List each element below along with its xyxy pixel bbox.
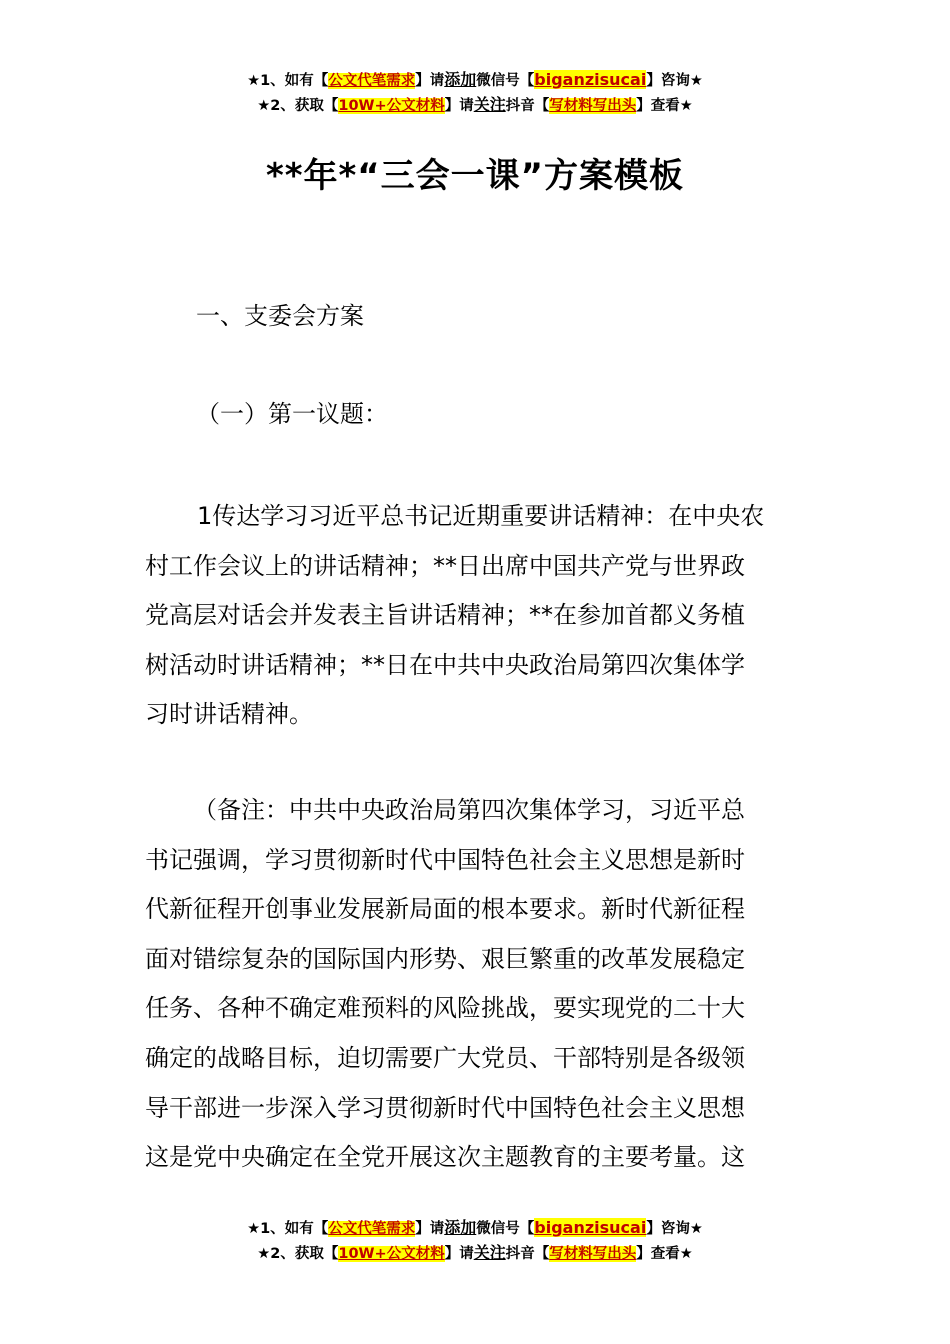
banner-text: 】查看★ bbox=[636, 98, 693, 114]
paragraph-line: 树活动时讲话精神；**日在中共中央政治局第四次集体学 bbox=[145, 650, 745, 679]
paragraph-note bbox=[145, 786, 807, 1183]
subsection-heading: （一）第一议题： bbox=[196, 400, 388, 428]
paragraph-line: 任务、各种不确定难预料的风险挑战，要实现党的二十大 bbox=[145, 994, 745, 1023]
paragraph-line: 1传达学习习近平总书记近期重要讲话精神：在中央农 bbox=[197, 502, 765, 530]
banner-text: 】请 bbox=[444, 1246, 474, 1262]
section-heading: 一、支委会方案 bbox=[196, 302, 364, 330]
paragraph-line: 书记强调，学习贯彻新时代中国特色社会主义思想是新时 bbox=[145, 845, 745, 874]
paragraph-line: 确定的战略目标，迫切需要广大党员、干部特别是各级领 bbox=[145, 1043, 745, 1072]
banner-highlight: 10W+公文材料 bbox=[338, 98, 445, 114]
banner-text: 】请 bbox=[415, 1221, 445, 1237]
banner-text: 】咨询★ bbox=[646, 73, 703, 89]
paragraph-line: 导干部进一步深入学习贯彻新时代中国特色社会主义思想 bbox=[145, 1093, 745, 1122]
banner-text: 】查看★ bbox=[636, 1246, 693, 1262]
banner-douyin-id: 写材料写出头 bbox=[549, 1246, 637, 1262]
paragraph-line: 党高层对话会并发表主旨讲话精神；**在参加首都义务植 bbox=[145, 601, 745, 630]
banner-highlight: 公文代笔需求 bbox=[328, 73, 416, 89]
banner-text: ★2、获取【 bbox=[257, 98, 339, 114]
banner-text: 抖音【 bbox=[505, 98, 550, 114]
banner-highlight: 10W+公文材料 bbox=[338, 1246, 445, 1262]
banner-highlight: 公文代笔需求 bbox=[328, 1221, 416, 1237]
banner-underline: 关注 bbox=[473, 1243, 506, 1262]
banner-text: 微信号【 bbox=[476, 73, 535, 89]
document-title: **年*“三会一课”方案模板 bbox=[265, 156, 685, 196]
banner-text: 抖音【 bbox=[505, 1246, 550, 1262]
banner-line-1 bbox=[0, 68, 950, 93]
paragraph-line: 村工作会议上的讲话精神；**日出席中国共产党与世界政 bbox=[145, 551, 745, 580]
banner-text: ★1、如有【 bbox=[247, 1221, 329, 1237]
banner-text: 】请 bbox=[444, 98, 474, 114]
banner-wechat-id: biganzisucai bbox=[534, 1218, 647, 1237]
header-banner bbox=[0, 68, 950, 118]
banner-douyin-id: 写材料写出头 bbox=[549, 98, 637, 114]
banner-line-2 bbox=[0, 1241, 950, 1266]
banner-line-1 bbox=[0, 1216, 950, 1241]
banner-line-2 bbox=[0, 93, 950, 118]
footer-banner bbox=[0, 1216, 950, 1266]
banner-text: 微信号【 bbox=[476, 1221, 535, 1237]
paragraph-line: 面对错综复杂的国际国内形势、艰巨繁重的改革发展稳定 bbox=[145, 944, 745, 973]
banner-underline: 添加 bbox=[444, 1218, 477, 1237]
paragraph-topic-1 bbox=[145, 492, 807, 740]
paragraph-line: 代新征程开创事业发展新局面的根本要求。新时代新征程 bbox=[145, 895, 745, 924]
banner-text: ★2、获取【 bbox=[257, 1246, 339, 1262]
paragraph-line: （备注：中共中央政治局第四次集体学习，习近平总 bbox=[193, 796, 745, 824]
paragraph-line: 这是党中央确定在全党开展这次主题教育的主要考量。这 bbox=[145, 1143, 745, 1172]
banner-text: ★1、如有【 bbox=[247, 73, 329, 89]
paragraph-line: 习时讲话精神。 bbox=[145, 700, 313, 729]
banner-text: 】请 bbox=[415, 73, 445, 89]
banner-text: 】咨询★ bbox=[646, 1221, 703, 1237]
banner-underline: 关注 bbox=[473, 95, 506, 114]
banner-wechat-id: biganzisucai bbox=[534, 70, 647, 89]
banner-underline: 添加 bbox=[444, 70, 477, 89]
